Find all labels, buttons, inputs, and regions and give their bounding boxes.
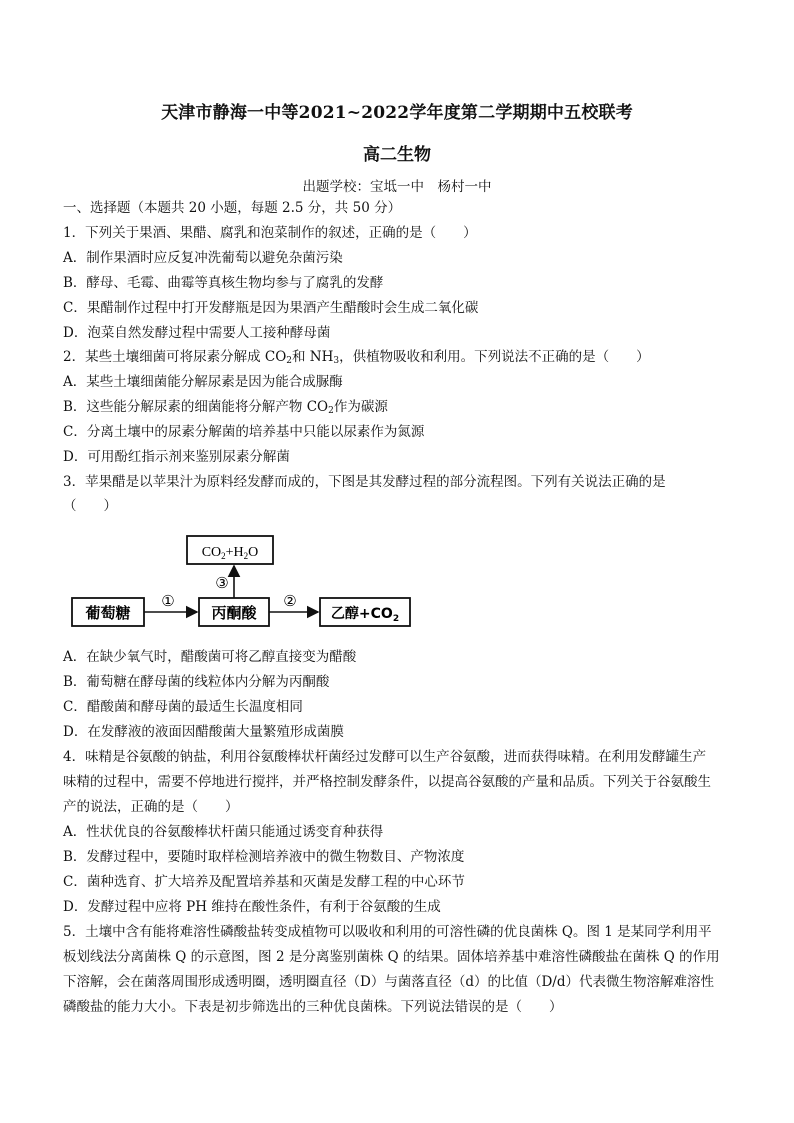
q4-option-d: D．发酵过程中应将 PH 维持在酸性条件，有利于谷氨酸的生成 [63,899,441,915]
q4-stem-line-1: 4．味精是谷氨酸的钠盐，利用谷氨酸棒状杆菌经过发酵可以生产谷氨酸，进而获得味精。在利用发酵罐生产 [63,749,707,765]
q2-stem-text-1: 2．某些土壤细菌可将尿素分解成 CO [63,349,287,365]
q3-option-a: A．在缺少氧气时，醋酸菌可将乙醇直接变为醋酸 [63,649,357,665]
q2-option-b [63,398,388,420]
q3-stem-blank: （ ） [63,498,117,514]
q2-option-d: D．可用酚红指示剂来鉴别尿素分解菌 [63,449,290,465]
q2-option-b-text-2: 作为碳源 [333,399,388,415]
pyruvate-label: 丙酮酸 [211,604,257,622]
exam-schools: 出题学校：宝坻一中 杨村一中 [302,179,492,195]
q1-option-c: C．果醋制作过程中打开发酵瓶是因为果酒产生醋酸时会生成二氧化碳 [63,300,479,316]
q5-stem-line-3: 下溶解，会在菌落周围形成透明圈，透明圈直径（D）与菌落直径（d）的比值（D/d）代表微生物溶解难溶性 [63,974,714,990]
q1-stem: 1．下列关于果酒、果醋、腐乳和泡菜制作的叙述，正确的是（ ） [63,225,477,241]
co2-h2o-label: $CO_2+H_2O$ [201,545,259,561]
q5-stem-line-4: 磷酸盐的能力大小。下表是初步筛选出的三种优良菌株。下列说法错误的是（ ） [63,999,563,1015]
step-1-label: ① [161,592,175,610]
q5-stem-line-1: 5．土壤中含有能将难溶性磷酸盐转变成植物可以吸收和利用的可溶性磷的优良菌株 Q。图 1 是某同学利用平 [63,924,712,940]
q3-option-d: D．在发酵液的液面因醋酸菌大量繁殖形成菌膜 [63,724,344,740]
section-heading: 一、选择题（本题共 20 小题，每题 2.5 分，共 50 分） [63,200,402,216]
q4-stem-line-3: 产的说法，正确的是（ ） [63,799,239,815]
q5-stem-line-2: 板划线法分离菌株 Q 的示意图，图 2 是分离鉴别菌株 Q 的结果。固体培养基中难溶性磷酸盐在菌株 Q 的作用 [63,949,720,965]
q3-stem: 3．苹果醋是以苹果汁为原料经发酵而成的，下图是其发酵过程的部分流程图。下列有关说法正确的是 [63,474,666,490]
q4-option-a: A．性状优良的谷氨酸棒状杆菌只能通过诱变育种获得 [63,824,384,840]
q2-option-b-sub: 2 [328,406,334,416]
step-2-label: ② [283,592,297,610]
exam-subject: 高二生物 [363,145,431,165]
q2-option-b-text-1: B．这些能分解尿素的细菌能将分解产物 CO [63,399,329,415]
q2-stem-text-3: ，供植物吸收和利用。下列说法不正确的是（ ） [339,349,650,365]
exam-title: 天津市静海一中等2021~2022学年度第二学期期中五校联考 [161,103,633,123]
q2-stem [63,348,650,370]
q2-option-c: C．分离土壤中的尿素分解菌的培养基中只能以尿素作为氮源 [63,424,425,440]
q1-option-d: D．泡菜自然发酵过程中需要人工接种酵母菌 [63,325,331,341]
q4-option-b: B．发酵过程中，要随时取样检测培养液中的微生物数目、产物浓度 [63,849,465,865]
q2-option-a: A．某些土壤细菌能分解尿素是因为能合成脲酶 [63,374,343,390]
fermentation-flow-diagram [70,526,420,634]
ethanol-co2-label: 乙醇$+CO_2$ [330,606,400,624]
q1-option-a: A．制作果酒时应反复冲洗葡萄以避免杂菌污染 [63,250,343,266]
q4-stem-line-2: 味精的过程中，需要不停地进行搅拌，并严格控制发酵条件，以提高谷氨酸的产量和品质。下列关于谷氨酸生 [63,774,711,790]
q2-stem-sub-1: 2 [286,356,293,366]
step-3-label: ③ [215,574,229,592]
q3-option-c: C．醋酸菌和酵母菌的最适生长温度相同 [63,699,303,715]
q2-stem-text-2: 和 NH [292,349,334,365]
glucose-label: 葡萄糖 [85,604,131,622]
q1-option-b: B．酵母、毛霉、曲霉等真核生物均参与了腐乳的发酵 [63,275,384,291]
q3-option-b: B．葡萄糖在酵母菌的线粒体内分解为丙酮酸 [63,674,330,690]
q4-option-c: C．菌种选育、扩大培养及配置培养基和灭菌是发酵工程的中心环节 [63,874,465,890]
q2-stem-sub-2: 3 [333,356,340,366]
